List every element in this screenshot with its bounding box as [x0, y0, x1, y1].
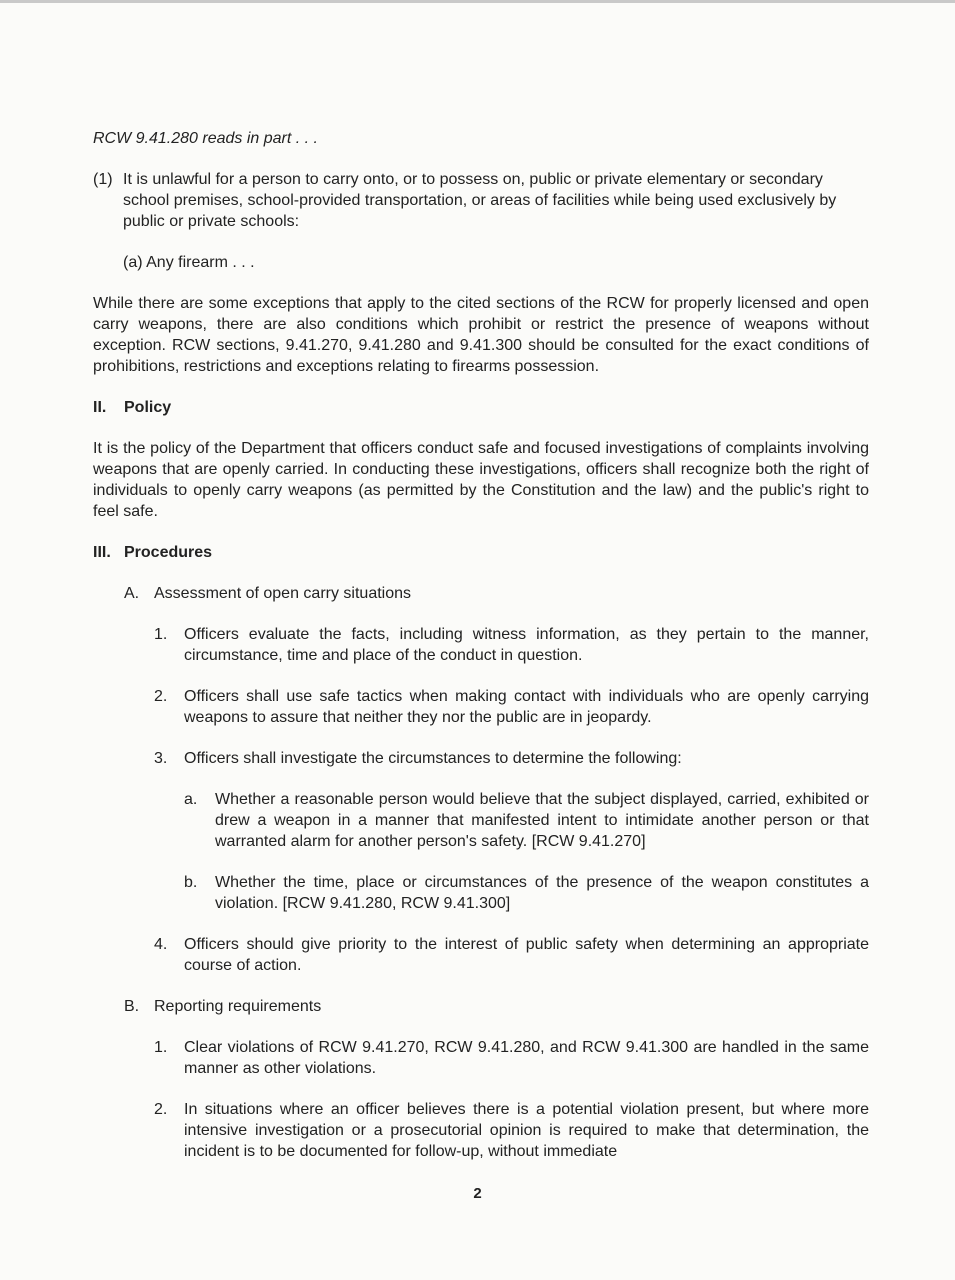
policy-title: Policy: [124, 399, 172, 416]
list-item: [154, 934, 869, 976]
policy-heading: [93, 397, 869, 418]
procedures-number: III.: [93, 544, 111, 561]
section-a-letter: A.: [124, 585, 140, 602]
list-item-number: 2.: [154, 688, 168, 705]
rcw-item-number: (1): [93, 171, 113, 188]
list-item-text: In situations where an officer believes there is a potential violation present, but where more intensive investigation or a prosecutorial opinion is required to make that determination, the incident is to be documented for follow-up, without immediate: [184, 1101, 869, 1160]
section-b-heading: [124, 996, 869, 1017]
section-a-title: Assessment of open carry situations: [154, 585, 412, 602]
list-item-text: Officers should give priority to the interest of public safety when determining an appropriate course of action.: [184, 936, 869, 974]
list-item: [154, 686, 869, 728]
list-item-number: 1.: [154, 626, 168, 643]
page-number: 2: [473, 1185, 482, 1202]
procedures-title: Procedures: [124, 544, 213, 561]
rcw-item-text: It is unlawful for a person to carry onto, or to possess on, public or private elementary or secondary school premises, school-provided transportation, or areas of facilities while being used exclusively by public or private schools:: [123, 171, 837, 230]
sub-list-item-text: Whether the time, place or circumstances of the presence of the weapon constitutes a violation. [RCW 9.41.280, RCW 9.41.300]: [215, 874, 869, 912]
section-a-heading: [124, 583, 869, 604]
top-border: [0, 0, 955, 3]
list-item: [154, 624, 869, 666]
section-b-letter: B.: [124, 998, 140, 1015]
sub-list-item: [184, 872, 869, 914]
sub-list-item-text: Whether a reasonable person would believe that the subject displayed, carried, exhibited or drew a weapon in a manner that manifested intent to intimidate another person or that warranted alarm for another person's safety. [RCW 9.41.270]: [215, 791, 869, 850]
list-item-text: Officers shall investigate the circumstances to determine the following:: [184, 750, 682, 767]
procedures-heading: [93, 542, 869, 563]
list-item-number: 3.: [154, 750, 168, 767]
rcw-excerpt-item: [93, 169, 869, 232]
rcw-sub-item: (a) Any firearm . . .: [123, 254, 255, 271]
intro-line: RCW 9.41.280 reads in part . . .: [93, 130, 318, 147]
exceptions-paragraph: While there are some exceptions that apply to the cited sections of the RCW for properly licensed and open carry weapons, there are also conditions which prohibit or restrict the presence of weapons without exception. RCW sections, 9.41.270, 9.41.280 and 9.41.300 should be consulted for the exact conditions of prohibitions, restrictions and exceptions relating to firearms possession.: [93, 295, 869, 375]
list-item-number: 4.: [154, 936, 168, 953]
sub-list-item: [184, 789, 869, 852]
list-item-number: 1.: [154, 1039, 168, 1056]
sub-list-item-letter: a.: [184, 791, 198, 808]
policy-paragraph: It is the policy of the Department that officers conduct safe and focused investigations of complaints involving weapons that are openly carried. In conducting these investigations, officers shall recognize both the right of individuals to openly carry weapons (as permitted by the Constitution and the law) and the public's right to feel safe.: [93, 440, 869, 520]
sub-list-item-letter: b.: [184, 874, 198, 891]
list-item-text: Officers shall use safe tactics when making contact with individuals who are openly carrying weapons to assure that neither they nor the public are in jeopardy.: [184, 688, 869, 726]
list-item: [154, 1099, 869, 1162]
section-b-title: Reporting requirements: [154, 998, 322, 1015]
list-item-text: Officers evaluate the facts, including witness information, as they pertain to the manner, circumstance, time and place of the conduct in question.: [184, 626, 869, 664]
list-item-number: 2.: [154, 1101, 168, 1118]
list-item-text: Clear violations of RCW 9.41.270, RCW 9.41.280, and RCW 9.41.300 are handled in the same manner as other violations.: [184, 1039, 869, 1077]
list-item: [154, 748, 869, 769]
document-page: [93, 128, 869, 1162]
policy-number: II.: [93, 399, 107, 416]
list-item: [154, 1037, 869, 1079]
